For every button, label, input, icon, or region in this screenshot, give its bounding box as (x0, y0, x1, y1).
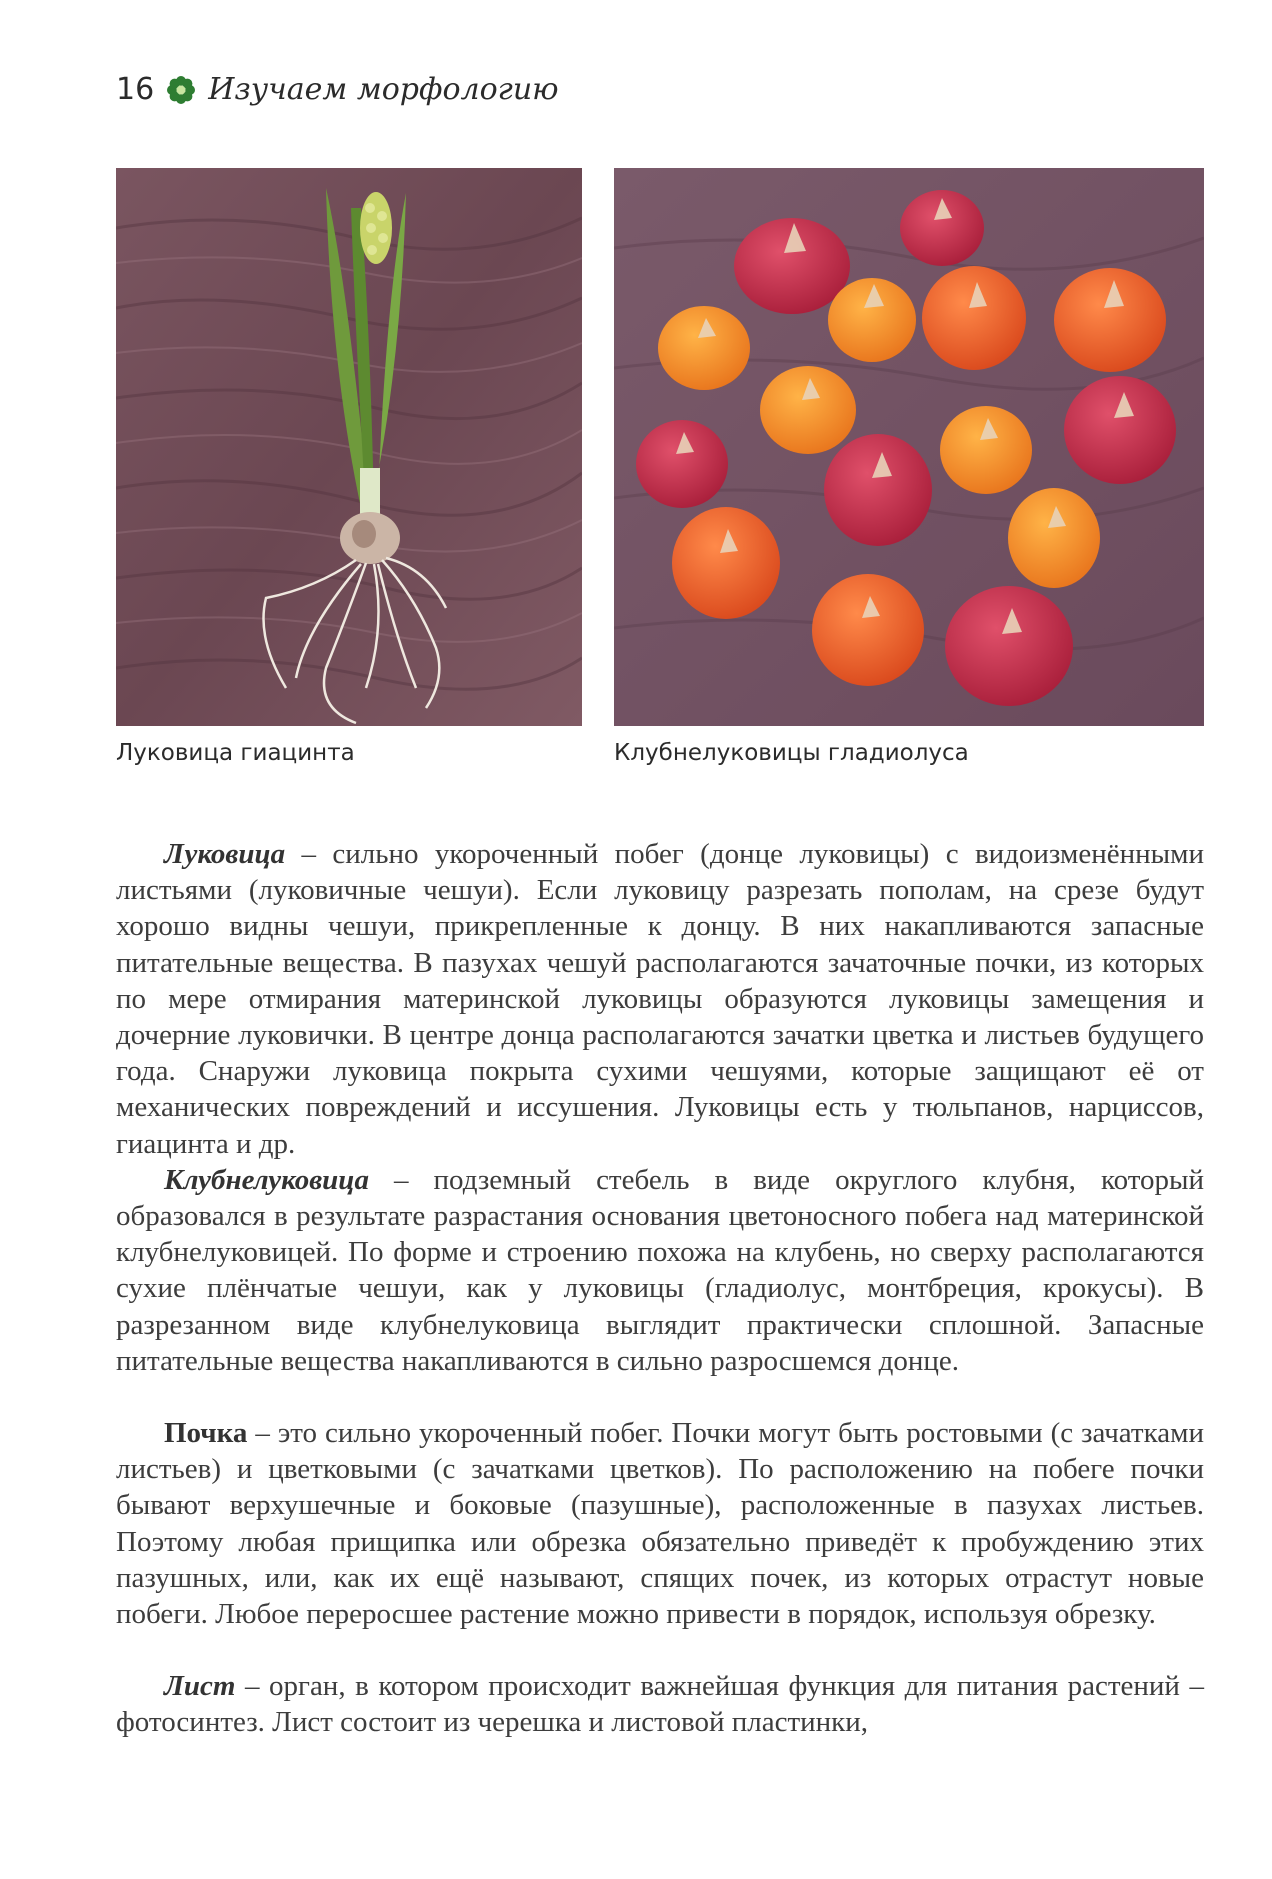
paragraph-leaf (116, 1668, 1204, 1740)
main-text (116, 836, 1204, 1741)
page-header (116, 72, 559, 107)
page-number: 16 (116, 72, 155, 107)
figure-caption-hyacinth: Луковица гиацинта (116, 740, 355, 766)
term-leaf: Лист (164, 1670, 236, 1703)
gladiolus-corms-photo (614, 168, 1204, 726)
flower-icon (166, 75, 196, 105)
term-corm: Клубнелуковица (164, 1163, 369, 1196)
paragraph-bulb-text: – сильно укороченный побег (донце луковицы) с видоизменёнными листьями (луковичные чешуи). Если луковицу разрезать пополам, на срезе будут хорошо видны чешуи, прикрепленные к донцу. В них накапливаются запасные питательные вещества. В пазухах чешуй располагаются зачаточные почки, из которых по мере отмирания материнской луковицы образуются луковицы замещения и дочерние луковички. В центре донца располагаются зачатки цветка и листьев будущего года. Снаружи луковица покрыта сухими чешуями, которые защищают её от механических повреждений и иссушения. Луковицы есть у тюльпанов, нарциссов, гиацинта и др. (116, 838, 1204, 1160)
term-bud: Почка (164, 1417, 248, 1450)
paragraph-bud-text: – это сильно укороченный побег. Почки могут быть ростовыми (с зачатками листьев) и цветковыми (с зачатками цветков). По расположению на побеге почки бывают верхушечные и боковые (пазушные), расположенные в пазухах листьев. Поэтому любая прищипка или обрезка обязательно приведёт к пробуждению этих пазушных, или, как их ещё называют, спящих почек, из которых отрастут новые побеги. Любое переросшее растение можно привести в порядок, используя обрезку. (116, 1417, 1204, 1631)
paragraph-corm (116, 1162, 1204, 1379)
paragraph-bud (116, 1415, 1204, 1632)
term-bulb: Луковица (164, 838, 286, 870)
figure-caption-gladiolus: Клубнелуковицы гладиолуса (614, 740, 969, 766)
paragraph-corm-text: – подземный стебель в виде округлого клубня, который образовался в результате разрастания основания цветоносного побега над материнской клубнелуковицей. По форме и строению похожа на клубень, но сверху располагаются сухие плёнчатые чешуи, как у луковицы (гладиолус, монтбреция, крокусы). В разрезанном виде клубнелуковица выглядит практически сплошной. Запасные питательные вещества накапливаются в сильно разросшемся донце. (116, 1163, 1204, 1377)
paragraph-bulb (116, 836, 1204, 1162)
section-title: Изучаем морфологию (208, 72, 559, 107)
paragraph-leaf-text: – орган, в котором происходит важнейшая функция для питания растений – фотосинтез. Лист состоит из черешка и листовой пластинки, (116, 1670, 1204, 1739)
hyacinth-bulb-photo (116, 168, 582, 726)
